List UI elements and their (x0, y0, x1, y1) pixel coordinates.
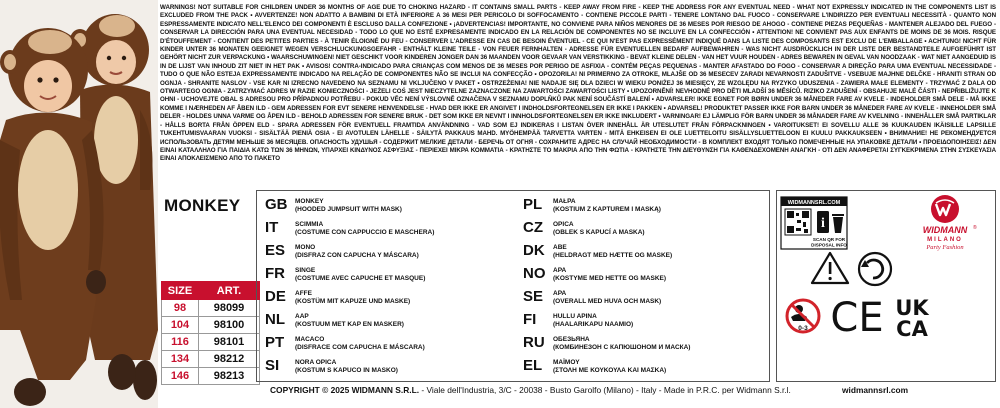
lang-entry-pl (523, 196, 661, 214)
lang-entry-ru (523, 334, 690, 352)
lang-entry-nl (265, 311, 404, 329)
size-value: 134 (162, 351, 199, 368)
lang-desc: (KOSTUM S KAPUCO IN MASKO) (295, 367, 398, 374)
ukca-mark-icon (895, 296, 929, 341)
lang-code: FR (265, 265, 285, 282)
lang-code: DE (265, 288, 286, 305)
lang-name: APA (553, 267, 567, 274)
article-number: 98101 (199, 334, 260, 351)
lang-name: APA (553, 290, 567, 297)
brand-registered: ® (973, 225, 977, 231)
lang-code: IT (265, 219, 279, 236)
lang-code: NL (265, 311, 285, 328)
lang-entry-pt (265, 334, 425, 352)
size-row (162, 334, 260, 351)
lang-name: MAŁPA (553, 198, 576, 205)
lang-entry-it (265, 219, 434, 237)
svg-text:i: i (821, 216, 825, 231)
lang-code: RU (523, 334, 545, 351)
lang-desc: (COSTUME AVEC CAPUCHE ET MASQUE) (295, 275, 426, 282)
lang-name: AFFE (295, 290, 312, 297)
copyright-text: COPYRIGHT © 2025 WIDMANN S.R.L. (270, 385, 420, 395)
qr-code[interactable] (785, 209, 811, 235)
lang-code: SI (265, 357, 280, 374)
size-row (162, 317, 260, 334)
lang-desc: (OBLEK S KAPUCÍ A MASKA) (553, 229, 645, 236)
size-row (162, 368, 260, 385)
lang-desc: (ΣΤΟΛΗ ΜΕ ΚΟΥΚΟΥΛΑ ΚΑΙ ΜΑΣΚΑ) (553, 367, 667, 374)
warning-triangle-icon (812, 253, 848, 283)
qr-caption-line1: SCAN QR FOR (812, 237, 846, 242)
lang-name: ABE (553, 244, 567, 251)
lang-code: ES (265, 242, 286, 259)
lang-desc: (HELDRAGT MED HÆTTE OG MASKE) (553, 252, 673, 259)
size-row (162, 300, 260, 317)
copyright-line (270, 385, 791, 395)
warnings-text: WARNINGS! NOT SUITABLE FOR CHILDREN UNDER 36 MONTHS OF AGE DUE TO CHOKING HAZARD - IT CONTAINS SMALL PARTS - KEEP AWAY FROM FIRE - KEEP THE ADDRESS FOR ANY EVENTUAL NEED - WHAT NOT EXPRESSLY INDICATED IN THE COMPONENTS LIST IS EXCLUDED FROM THE PACK • AVVERTENZE! NON ADATTO A BAMBINI DI ETÀ INFERIORE A 36 MESI PER PERICOLO DI SOFFOCAMENTO - CONTIENE PICCOLE PARTI - TENERE LONTANO DAL FUOCO - CONSERVARE L'INDIRIZZO PER EVENTUALI NECESSITÀ - QUANTO NON ESPRESSAMENTE INDICATO NELL'ELENCO DEI COMPONENTI È ESCLUSO DALLA CONFEZIONE • ¡ADVERTENCIAS! IMPORTANTE, NO CONVIENE PARA NIÑOS MENORES DE 36 MESES POR RIESGO DE AHOGO - CONTIENE PIEZAS PEQUEÑAS - MANTENER ALEJADO DEL FUEGO - CONSERVAR LA DIRECCIÓN PARA UNA EVENTUAL NECESIDAD - TODO LO QUE NO ESTÉ EXPRESAMENTE INDICADO EN LA RELACIÓN DE COMPONENTES NO SE INCLUYE EN LA CONFECCIÓN • ATTENTION! NE CONVIENT PAS AUX ENFANTS DE MOINS DE 36 MOIS. RISQUE D'ÉTOUFFEMENT - CONTIENT DES PETITES PARTIES - À TENIR ÉLOIGNÉ DU FEU - CONSERVER L'ADRESSE EN CAS DE BESOIN ÉVENTUEL - CE QUI N'EST PAS EXPRESSÉMENT INDIQUÉ DANS LA LISTE DES COMPOSANTS EST EXCLU DE L'EMBALLAGE • ACHTUNG! NICHT FÜR KINDER UNTER 36 MONATEN GEEIGNET WEGEN VERSCHLUCKUNGSGEFAHR - ENTHÄLT KLEINE TEILE - VON FEUER FERNHALTEN - ADRESSE FÜR EVENTUELLEN BEDARF AUFBEWAHREN - WAS NICHT AUSDRÜCKLICH IN DER LISTE DER BESTANDTEILE AUFGEFÜHRT IST GEHÖRT NICHT ZUR VERPACKUNG • WAARSCHUWINGEN! NIET GESCHIKT VOOR KINDEREN JONGER DAN 36 MAANDEN VOOR GEVAAR VAN VERSTIKKING - BEVAT KLEINE DELEN - VAN HET VUUR HOUDEN - ADRES BEWAREN IN GEVAL VAN NOODZAAK - WAT NIET AANGEDUID IS IN DE LIJST VAN INHOUD ZIT NIET IN HET PAK • AVISOS! CONTRA-INDICADO PARA CRIANÇAS COM MENOS DE 36 MESES POR PERIGO DE ASFIXIA - CONTÉM PEÇAS PEQUENAS - MANTER AFASTADO DO FOGO - CONSERVAR A DIREÇÃO PARA UMA EVENTUAL NECESSIDADE - TUDO O QUE NÃO ESTEJA EXPRESSAMENTE INDICADO NA RELAÇÃO DE COMPONENTES NÃO SE INCLUI NA CONFECÇÃO • OPOZORILA! NI PRIMERNO ZA OTROKE, MLAJŠE OD 36 MESECEV ZARADI NEVARNOSTI ZADUŠITVE - VSEBUJE MAJHNE DELČKE - HRANITI STRAN OD OGNJA - SHRANITE NASLOV - VSE KAR NI IZRECNO NAVEDENO NA SEZNAMU NI VKLJUČENO V PAKET • OSTRZEŻENIA! NIE NADAJE SIĘ DLA DZIECI W WIEKU PONIŻEJ 36 MIESIĘCY, ZE WZGLĘDU NA RYZYKO UDUSZENIA - ZAWIERA MAŁE ELEMENTY - TRZYMAĆ Z DALA OD OTWARTEGO OGNIA - ZATRZYMAĆ ADRES W RAZIE KONIECZNOŚCI - JEŻELI COŚ JEST NIECZYTELNE ZAZNACZONE NA ZAWARTOŚCI ZAWARTOŚCI LISTY • UPOZORNĚNÍ! NEVHODNÉ PRO DĚTI MLADŠÍ 36 MĚSÍCŮ. RIZIKO ZADUŠENÍ - OBSAHUJE MALÉ ČÁSTI - NEPŘIBLIŽUJTE K OHNI - UCHOVEJTE OBAL S ADRESOU PRO PŘÍPADNOU POTŘEBU - POKUD VĚC NENÍ VÝSLOVNĚ OZNAČENA V SEZNAMU DOPLŇKŮ PAK NENÍ SOUČÁSTÍ BALENÍ • ADVARSLER! IKKE EGNET FOR BØRN UNDER 36 MÅNEDER FARE AV KVELE - INDEHOLDER SMÅ DELE - MÅ IKKE KOMME I NÆRHEDEN AF ÅBEN ILD - GEM ADRESSEN FOR EVT SENERE HENVENDELSE - HVAD DER IKKE ER ANGIVET I INDHOLDSFORTEGNELSEN ER IKKE I PAKKEN • ADVARSEL! PRODUKTET PASSER IKKE FOR BARN UNDER 36 MÅNEDER FARE AV KVELE - INNEHOLDER SMÅ DELER - HOLDES UNNA VARME OG ÅPEN ILD - BEHOLD ADRESSEN FOR SENERE BRUK - DET SOM IKKE ER NEVNT I INNHOLDSFORTEGNELSEN ER IKKE INKLUDERT • VARNINGAR! EJ LÄMPLIG FÖR BARN UNDER 36 MÅNADER FARE AV KVELNING - INNEHÅLLER SMÅ PARTIKLAR - HÅLLS BORTA FRÅN ÖPPEN ELD - SPARA ADRESSEN FÖR EVENTUELL FRAMTIDA ANVÄNDNING - VAD SOM EJ INDIKERAS I LISTAN ÖVER INNEHÅLL ÄR UTESLUTET FRÅN FÖRPACKNINGEN • VAROITUKSET! EI SOVELLU ALLE 36 KUUKAUDEN IKÄISILLE LAPSILLE TUKEHTUMISVAARAN VUOKSI - SISÄLTÄÄ PIENIÄ OSIA - EI AVOTULEN LÄHELLE - SÄILYTÄ PAKKAUS MAHD. MYÖHEMPÄÄ TARVETTA VARTEN - MITÄ EHKEISEN EI OLE LUETTELOITU SISÄLLYSLUETTELOON EI KUULU PAKKAUKSEEN • ВНИМАНИЕ! НЕ РЕКОМЕНДУЕТСЯ ИСПОЛЬЗОВАТЬ ДЕТЯМ МЕНЬШЕ 36 МЕСЯЦЕВ. ОПАСНОСТЬ УДУШЬЯ - СОДЕРЖИТ МЕЛКИЕ ДЕТАЛИ - БЕРЕЧЬ ОТ ОГНЯ - СОХРАНИТЕ АДРЕС НА СЛУЧАЙ НЕОБХОДИМОСТИ - В КОМПЛЕКТ ВХОДЯТ ТОЛЬКО ПОМЕЧЕННЫЕ НА УПАКОВКЕ ДЕТАЛИ • ΠΡΟΕΙΔΟΠΟΙΗΣΕΙΣ! ΔΕΝ ΕΙΝΑΙ ΚΑΤΑΛΛΗΛΟ ΓΙΑ ΠΑΙΔΙΑ ΚΑΤΩ ΤΩΝ 36 ΜΗΝΩΝ, ΥΠΑΡΧΕΙ ΚΙΝΔΥΝΟΣ ΑΣΦΥΞΙΑΣ - ΠΕΡΙΕΧΕΙ ΜΙΚΡΑ ΚΟΜΜΑΤΙΑ - ΚΡΑΤΗΣΤΕ ΤΟ ΜΑΚΡΙΑ ΑΠΟ ΤΗΝ ΦΩΤΙΑ - ΚΡΑΤΗΣΤΕ ΤΗΝ ΔΙΕΥΘΥΝΣΗ ΓΙΑ ΚΑΘΕΝΔΕΧΟΜΕΝΗ ΑΝΑΓΚΗ - ΟΤΙ ΔΕΝ ΑΝΑΦΕΡΕΤΑΙ ΣΥΓΚΕΚΡΙΜΕΝΑ ΣΤΗΝ ΣΥΣΚΕΥΑΣΙΑ ΕΙΝΑΙ ΑΠΟΚΛΕΙΣΜΕΝΟ ΑΠΟ ΤΟ ΠΑΚΕΤΟ (160, 4, 996, 163)
ukca-bottom: CA (896, 317, 928, 341)
lang-name: HULLU APINA (553, 313, 597, 320)
brand-tagline: Party Fashion (926, 244, 964, 251)
compliance-icons-panel (776, 190, 996, 382)
lang-desc: (KOSTUUM MET KAP EN MASKER) (295, 321, 404, 328)
lang-entry-de (265, 288, 410, 306)
brand-city: MILANO (927, 237, 963, 243)
lang-desc: (OVERALL MED HUVA OCH MASK) (553, 298, 662, 305)
age-restriction-icon (787, 300, 819, 332)
lang-desc: (HOODED JUMPSUIT WITH MASK) (295, 206, 402, 213)
lang-name: ОБЕЗЬЯНА (553, 336, 590, 343)
lang-desc: (COSTUME CON CAPPUCCIO E MASCHERA) (295, 229, 435, 236)
age-label: 0-3 (798, 325, 808, 332)
lang-desc: (KOSTÜM MIT KAPUZE UND MASKE) (295, 298, 411, 305)
lang-entry-es (265, 242, 419, 260)
lang-name: AAP (295, 313, 309, 320)
lang-desc: (HAALARIKAPU NAAMIO) (553, 321, 634, 328)
lang-code: FI (523, 311, 537, 328)
lang-code: DK (523, 242, 545, 259)
lang-entry-no (523, 265, 666, 283)
widmann-logo (923, 195, 977, 251)
lang-entry-se (523, 288, 661, 306)
lang-name: MACACO (295, 336, 325, 343)
qr-caption-line2: DISPOSAL INFO (811, 242, 847, 248)
lang-name: NORA OPICA (295, 359, 337, 366)
lang-desc: (KOSTIUM Z KAPTUREM I MASKĄ) (553, 206, 661, 213)
brand-name: WIDMANN (922, 225, 968, 235)
lang-desc: (KOSTYME MED HETTE OG MASKE) (553, 275, 667, 282)
lang-name: SCIMMIA (295, 221, 324, 228)
lang-entry-si (265, 357, 398, 375)
size-value: 116 (162, 334, 199, 351)
size-table (161, 281, 260, 385)
ce-mark-icon: CE (830, 295, 884, 341)
lang-code: GB (265, 196, 288, 213)
size-row (162, 351, 260, 368)
lang-desc: (DISFRAZ CON CAPUCHA Y MÁSCARA) (295, 252, 419, 259)
lang-entry-dk (523, 242, 672, 260)
recycle-icon (859, 253, 891, 285)
lang-entry-fi (523, 311, 633, 329)
language-descriptions (256, 190, 770, 382)
lang-name: SINGE (295, 267, 316, 274)
widmann-emblem-icon (931, 195, 959, 223)
art-header: ART. (199, 282, 260, 300)
lang-name: MONKEY (295, 198, 324, 205)
recycle-info-icon (817, 211, 844, 233)
lang-entry-cz (523, 219, 645, 237)
lang-name: MONO (295, 244, 316, 251)
size-value: 146 (162, 368, 199, 385)
company-address: - Viale dell'Industria, 3/C - 20038 - Busto Garolfo (Milano) - Italy - Made in P.R.C. per Widmann S.r.l. (419, 385, 791, 395)
lang-entry-el (523, 357, 666, 375)
lang-code: SE (523, 288, 544, 305)
size-value: 104 (162, 317, 199, 334)
article-number: 98100 (199, 317, 260, 334)
article-number: 98212 (199, 351, 260, 368)
lang-code: CZ (523, 219, 543, 236)
size-header: SIZE (162, 282, 199, 300)
product-photo (0, 0, 158, 408)
article-number: 98099 (199, 300, 260, 317)
lang-desc: (КОМБИНЕЗОН С КАПЮШОНОМ И МАСКА) (553, 344, 691, 351)
lang-code: PL (523, 196, 543, 213)
website-link[interactable]: widmannsrl.com (842, 385, 909, 395)
lang-code: PT (265, 334, 285, 351)
ukca-top: UK (895, 296, 929, 320)
size-value: 98 (162, 300, 199, 317)
lang-entry-gb (265, 196, 402, 214)
lang-desc: (DISFRACE COM CAPUCHA E MÁSCARA) (295, 344, 425, 351)
qr-url-label: WIDMANNSRL.COM (787, 200, 841, 206)
lang-code: EL (523, 357, 543, 374)
qr-disposal-box (781, 197, 847, 249)
lang-entry-fr (265, 265, 425, 283)
lang-name: OPICA (553, 221, 574, 228)
lang-name: ΜΑΪΜΟΥ (553, 359, 580, 366)
product-name: MONKEY (164, 196, 241, 215)
article-number: 98213 (199, 368, 260, 385)
lang-code: NO (523, 265, 546, 282)
